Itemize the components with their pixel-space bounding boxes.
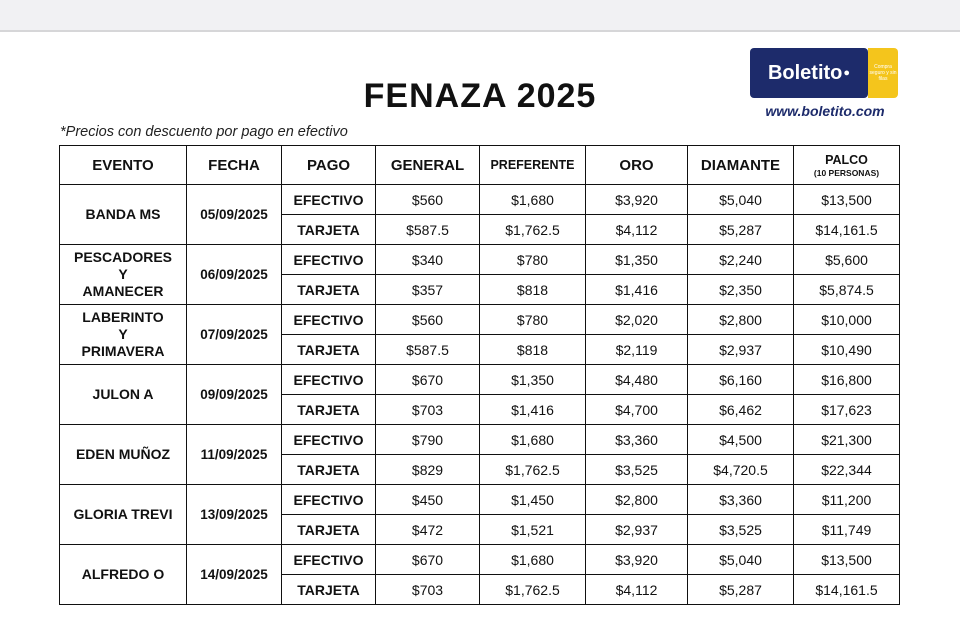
price-general: $560 <box>376 185 480 215</box>
header-pago: PAGO <box>282 146 376 185</box>
price-diamante: $4,500 <box>688 425 794 455</box>
event-date: 06/09/2025 <box>187 245 282 305</box>
header-preferente: PREFERENTE <box>480 146 586 185</box>
table-row <box>60 425 900 455</box>
price-general: $472 <box>376 515 480 545</box>
price-oro: $3,920 <box>586 545 688 575</box>
price-oro: $2,937 <box>586 515 688 545</box>
payment-method: EFECTIVO <box>282 305 376 335</box>
price-general: $703 <box>376 575 480 605</box>
price-preferente: $780 <box>480 305 586 335</box>
payment-method: TARJETA <box>282 515 376 545</box>
header-fecha: FECHA <box>187 146 282 185</box>
payment-method: TARJETA <box>282 275 376 305</box>
event-name: JULON A <box>60 365 187 425</box>
price-general: $357 <box>376 275 480 305</box>
price-diamante: $5,040 <box>688 185 794 215</box>
price-preferente: $818 <box>480 275 586 305</box>
price-diamante: $3,525 <box>688 515 794 545</box>
price-palco: $16,800 <box>794 365 900 395</box>
price-preferente: $1,680 <box>480 185 586 215</box>
price-oro: $3,525 <box>586 455 688 485</box>
price-palco: $11,200 <box>794 485 900 515</box>
event-name: LABERINTO Y PRIMAVERA <box>60 305 187 365</box>
price-preferente: $1,350 <box>480 365 586 395</box>
price-general: $703 <box>376 395 480 425</box>
discount-note: *Precios con descuento por pago en efectivo <box>60 124 348 140</box>
payment-method: TARJETA <box>282 455 376 485</box>
price-preferente: $1,762.5 <box>480 215 586 245</box>
price-general: $670 <box>376 545 480 575</box>
event-date: 11/09/2025 <box>187 425 282 485</box>
price-palco: $17,623 <box>794 395 900 425</box>
page-title: FENAZA 2025 <box>363 77 597 115</box>
price-table <box>59 145 900 605</box>
price-diamante: $6,160 <box>688 365 794 395</box>
price-palco: $14,161.5 <box>794 215 900 245</box>
header-palco <box>794 146 900 185</box>
event-name: PESCADORES Y AMANECER <box>60 245 187 305</box>
browser-top-bar <box>0 0 960 32</box>
event-name: BANDA MS <box>60 185 187 245</box>
payment-method: TARJETA <box>282 215 376 245</box>
header-general: GENERAL <box>376 146 480 185</box>
table-row <box>60 545 900 575</box>
payment-method: TARJETA <box>282 335 376 365</box>
price-general: $587.5 <box>376 335 480 365</box>
header-palco-sub: (10 PERSONAS) <box>813 167 880 178</box>
price-general: $560 <box>376 305 480 335</box>
price-palco: $10,000 <box>794 305 900 335</box>
price-palco: $22,344 <box>794 455 900 485</box>
price-diamante: $2,350 <box>688 275 794 305</box>
boletito-logo[interactable] <box>750 48 898 100</box>
price-general: $790 <box>376 425 480 455</box>
price-general: $587.5 <box>376 215 480 245</box>
price-oro: $4,700 <box>586 395 688 425</box>
price-oro: $2,020 <box>586 305 688 335</box>
price-general: $340 <box>376 245 480 275</box>
price-preferente: $780 <box>480 245 586 275</box>
ticket-icon: Compra seguro y sin filas <box>868 48 898 98</box>
event-date: 09/09/2025 <box>187 365 282 425</box>
price-diamante: $5,287 <box>688 575 794 605</box>
price-oro: $1,350 <box>586 245 688 275</box>
price-palco: $5,874.5 <box>794 275 900 305</box>
logo-dot-icon: ● <box>843 67 851 79</box>
price-preferente: $818 <box>480 335 586 365</box>
price-general: $450 <box>376 485 480 515</box>
price-palco: $13,500 <box>794 185 900 215</box>
price-palco: $14,161.5 <box>794 575 900 605</box>
price-diamante: $2,937 <box>688 335 794 365</box>
price-oro: $4,112 <box>586 575 688 605</box>
price-diamante: $4,720.5 <box>688 455 794 485</box>
price-palco: $21,300 <box>794 425 900 455</box>
event-name: ALFREDO O <box>60 545 187 605</box>
event-name: GLORIA TREVI <box>60 485 187 545</box>
table-row <box>60 305 900 335</box>
price-diamante: $3,360 <box>688 485 794 515</box>
price-oro: $2,800 <box>586 485 688 515</box>
price-oro: $2,119 <box>586 335 688 365</box>
price-diamante: $2,800 <box>688 305 794 335</box>
payment-method: EFECTIVO <box>282 185 376 215</box>
payment-method: EFECTIVO <box>282 485 376 515</box>
price-preferente: $1,680 <box>480 425 586 455</box>
header-oro: ORO <box>586 146 688 185</box>
price-general: $670 <box>376 365 480 395</box>
logo-brand <box>750 48 868 98</box>
price-general: $829 <box>376 455 480 485</box>
header-palco-label: PALCO <box>825 152 868 167</box>
price-diamante: $2,240 <box>688 245 794 275</box>
payment-method: TARJETA <box>282 575 376 605</box>
table-row <box>60 485 900 515</box>
header-evento: EVENTO <box>60 146 187 185</box>
table-row <box>60 245 900 275</box>
table-row <box>60 185 900 215</box>
price-oro: $3,360 <box>586 425 688 455</box>
price-preferente: $1,762.5 <box>480 575 586 605</box>
header-diamante: DIAMANTE <box>688 146 794 185</box>
table-row <box>60 365 900 395</box>
price-palco: $11,749 <box>794 515 900 545</box>
price-diamante: $6,462 <box>688 395 794 425</box>
price-oro: $4,112 <box>586 215 688 245</box>
logo-brand-text: Boletito <box>767 61 843 84</box>
price-diamante: $5,287 <box>688 215 794 245</box>
payment-method: TARJETA <box>282 395 376 425</box>
price-preferente: $1,521 <box>480 515 586 545</box>
price-oro: $4,480 <box>586 365 688 395</box>
logo-url[interactable]: www.boletito.com <box>765 103 885 119</box>
event-name: EDEN MUÑOZ <box>60 425 187 485</box>
price-preferente: $1,416 <box>480 395 586 425</box>
event-date: 05/09/2025 <box>187 185 282 245</box>
payment-method: EFECTIVO <box>282 245 376 275</box>
event-date: 13/09/2025 <box>187 485 282 545</box>
price-preferente: $1,762.5 <box>480 455 586 485</box>
price-preferente: $1,680 <box>480 545 586 575</box>
payment-method: EFECTIVO <box>282 425 376 455</box>
price-palco: $10,490 <box>794 335 900 365</box>
price-palco: $5,600 <box>794 245 900 275</box>
price-oro: $3,920 <box>586 185 688 215</box>
price-oro: $1,416 <box>586 275 688 305</box>
event-date: 07/09/2025 <box>187 305 282 365</box>
price-palco: $13,500 <box>794 545 900 575</box>
price-preferente: $1,450 <box>480 485 586 515</box>
price-diamante: $5,040 <box>688 545 794 575</box>
table-header-row <box>60 146 900 185</box>
event-date: 14/09/2025 <box>187 545 282 605</box>
payment-method: EFECTIVO <box>282 365 376 395</box>
payment-method: EFECTIVO <box>282 545 376 575</box>
